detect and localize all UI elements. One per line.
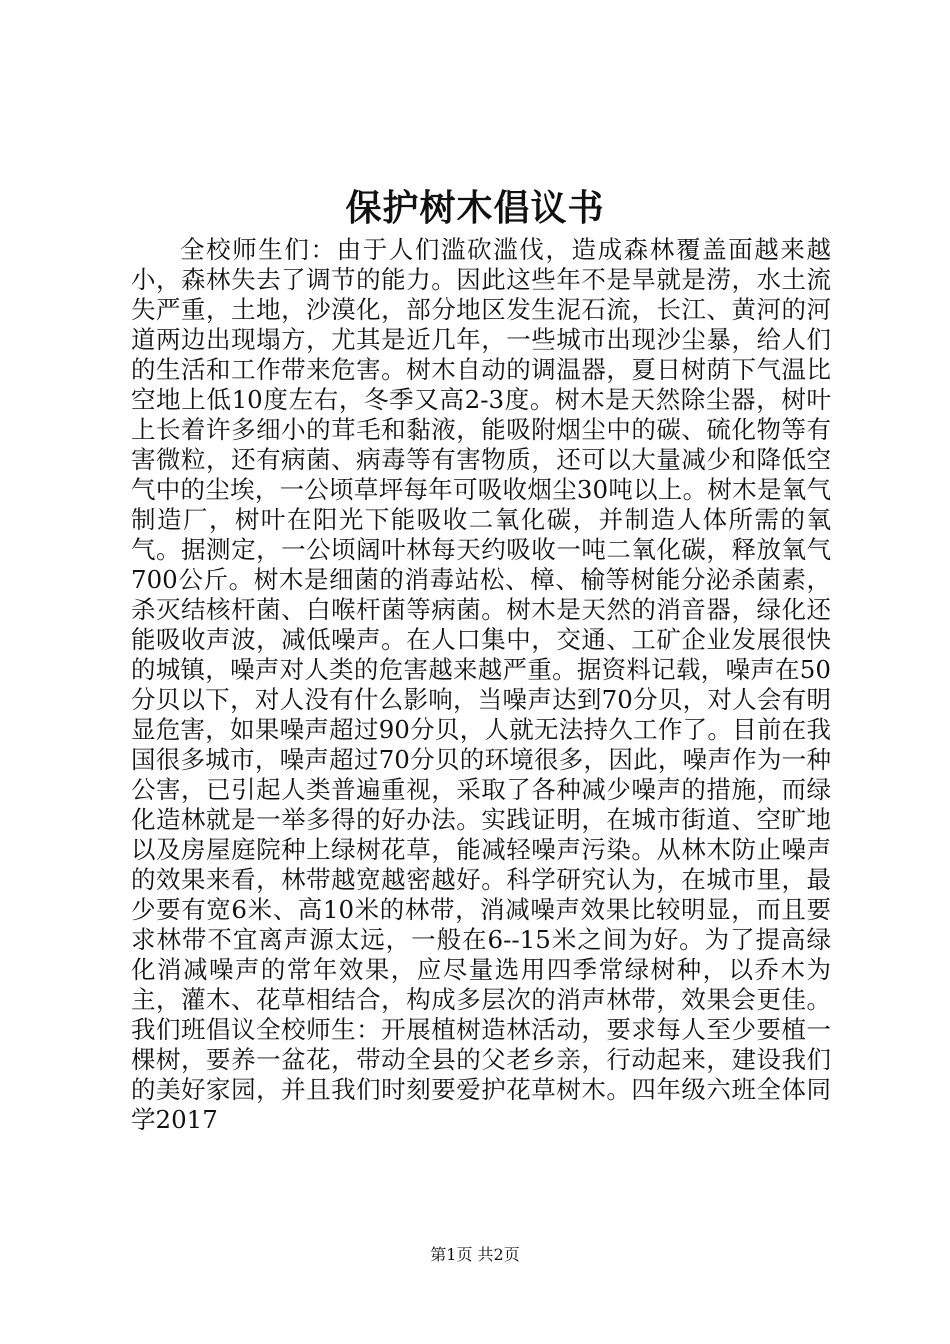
document-body: 全校师生们：由于人们滥砍滥伐，造成森林覆盖面越来越小，森林失去了调节的能力。因此这些年不是旱就是涝，水土流失严重，土地，沙漠化，部分地区发生泥石流，长江、黄河的河道两边出现塌方，尤其是近几年，一些城市出现沙尘暴，给人们的生活和工作带来危害。树木自动的调温器，夏日树荫下气温比空地上低10度左右，冬季又高2-3度。树木是天然除尘器，树叶上长着许多细小的茸毛和黏液，能吸附烟尘中的碳、硫化物等有害微粒，还有病菌、病毒等有害物质，还可以大量减少和降低空气中的尘埃，一公顷草坪每年可吸收烟尘30吨以上。树木是氧气制造厂，树叶在阳光下能吸收二氧化碳，并制造人体所需的氧气。据测定，一公顷阔叶林每天约吸收一吨二氧化碳，释放氧气700公斤。树木是细菌的消毒站松、樟、榆等树能分泌杀菌素，杀灭结核杆菌、白喉杆菌等病菌。树木是天然的消音器，绿化还能吸收声波，减低噪声。在人口集中，交通、工矿企业发展很快的城镇，噪声对人类的危害越来越严重。据资料记载，噪声在50分贝以下，对人没有什么影响，当噪声达到70分贝，对人会有明显危害，如果噪声超过90分贝，人就无法持久工作了。目前在我国很多城市，噪声超过70分贝的环境很多，因此，噪声作为一种公害，已引起人类普遍重视，采取了各种减少噪声的措施，而绿化造林就是一举多得的好办法。实践证明，在城市街道、空旷地以及房屋庭院种上绿树花草，能减轻噪声污染。从林木防止噪声的效果来看，林带越宽越密越好。科学研究认为，在城市里，最少要有宽6米、高10米的林带，消减噪声效果比较明显，而且要求林带不宜离声源太远，一般在6--15米之间为好。为了提高绿化消减噪声的常年效果，应尽量选用四季常绿树种，以乔木为主，灌木、花草相结合，构成多层次的消声林带，效果会更佳。我们班倡议全校师生：开展植树造林活动，要求每人至少要植一棵树，要养一盆花，带动全县的父老乡亲，行动起来，建设我们的美好家园，并且我们时刻要爱护花草树木。四年级六班全体同学2017: [131, 235, 831, 1134]
page-footer: 第1页 共2页: [430, 1245, 520, 1264]
document-title: 保护树木倡议书: [345, 187, 605, 229]
